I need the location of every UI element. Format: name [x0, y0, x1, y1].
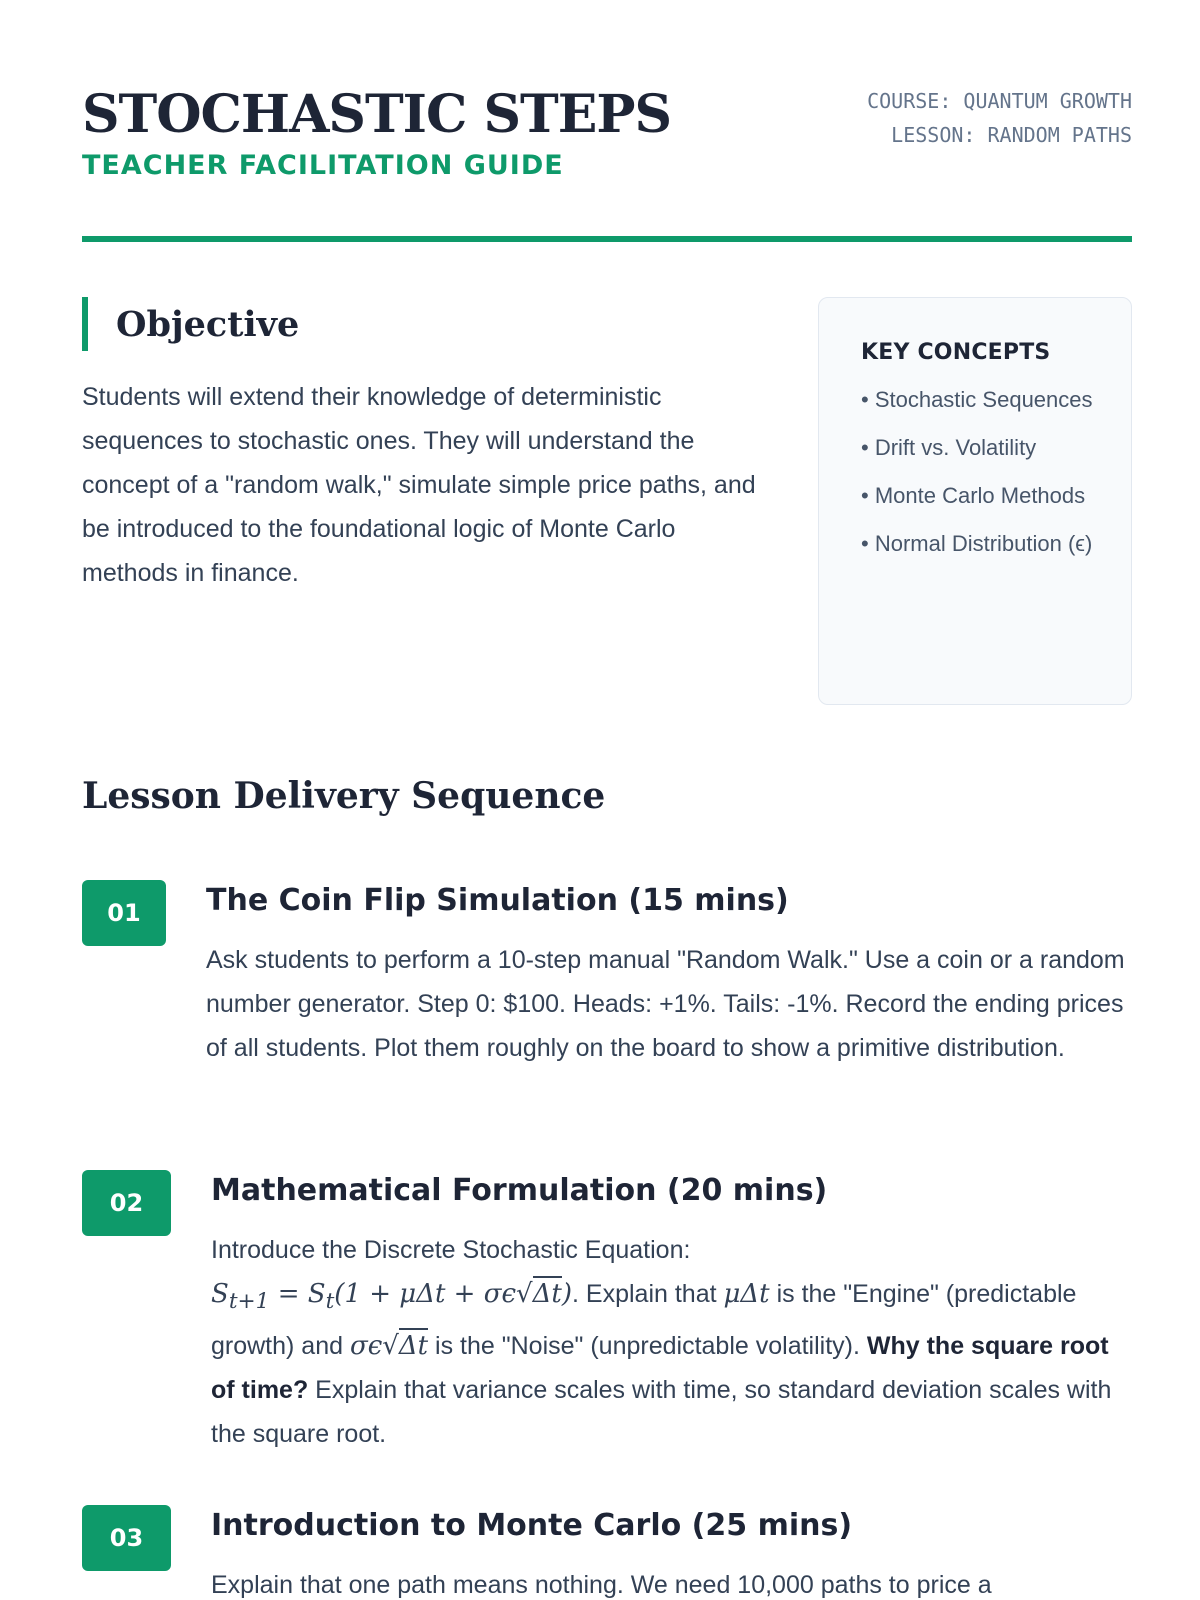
equation-intro: Introduce the Discrete Stochastic Equation:	[211, 1236, 691, 1264]
concept-item: • Monte Carlo Methods	[861, 483, 1086, 508]
step-content	[206, 880, 1132, 1070]
concept-item: • Drift vs. Volatility	[861, 435, 1037, 460]
step-content	[211, 1505, 1132, 1600]
objective-heading-bar	[82, 297, 762, 351]
lesson-label: LESSON: RANDOM PATHS	[891, 123, 1132, 147]
key-concepts-heading: KEY CONCEPTS	[861, 340, 1051, 365]
document-subtitle: TEACHER FACILITATION GUIDE	[82, 150, 564, 181]
step-title: The Coin Flip Simulation (15 mins)	[206, 883, 789, 918]
step-number-badge: 03	[82, 1505, 171, 1571]
concept-item: • Normal Distribution (ϵ)	[861, 531, 1093, 556]
step-title: Mathematical Formulation (20 mins)	[211, 1173, 828, 1208]
step-title: Introduction to Monte Carlo (25 mins)	[211, 1508, 853, 1543]
objective-heading: Objective	[116, 303, 300, 345]
objective-section	[82, 297, 762, 595]
key-concepts-list	[861, 383, 1097, 561]
step-number-badge: 02	[82, 1170, 171, 1236]
step-text: Ask students to perform a 10-step manual "Random Walk." Use a coin or a random number generator. Step 0: $100. Heads: +1%. Tails: -1%. Record the ending prices of all students. Plot them roughly on the board to show a primitive distribution.	[206, 946, 1125, 1062]
lesson-step	[82, 1170, 1132, 1450]
step-text: Explain that one path means nothing. We need 10,000 paths to price a	[211, 1571, 992, 1599]
noise-term: σϵ√Δt	[350, 1328, 428, 1361]
step-text: Introduce the Discrete Stochastic Equation: $S_{t+1} = S_t(1 + \mu\Delta t + \sigma\epsilon√\Delta t)$. Explain that μΔt is the "Engine" (predictable growth) and σϵ√Δt is the "Noise" (unpredictable volatility). Why the square root of time? Explain that variance scales with time, so standard deviation scales with the square root.	[211, 1236, 1112, 1449]
key-concepts-card	[818, 297, 1132, 705]
lesson-step	[82, 880, 1132, 1110]
course-label: COURSE: QUANTUM GROWTH	[867, 89, 1132, 113]
document-title: STOCHASTIC STEPS	[82, 84, 672, 145]
step-content	[211, 1170, 1132, 1456]
concept-item: • Stochastic Sequences	[861, 387, 1093, 412]
step-number-badge: 01	[82, 880, 166, 946]
course-meta	[867, 84, 1132, 152]
emphasis-question: Why the square root of time?	[211, 1332, 1109, 1405]
header-divider	[82, 236, 1132, 242]
engine-term: μΔt	[723, 1279, 770, 1309]
stochastic-equation: $S_{t+1} = S_t(1 + \mu\Delta t + \sigma\epsilon√\Delta t)$	[211, 1279, 572, 1309]
objective-text: Students will extend their knowledge of deterministic sequences to stochastic ones. They will understand the concept of a "random walk," simulate simple price paths, and be introduced to the foundational logic of Monte Carlo methods in finance.	[82, 383, 756, 587]
document-header	[82, 84, 1132, 244]
lesson-step	[82, 1505, 1132, 1600]
sequence-heading: Lesson Delivery Sequence	[82, 775, 606, 817]
